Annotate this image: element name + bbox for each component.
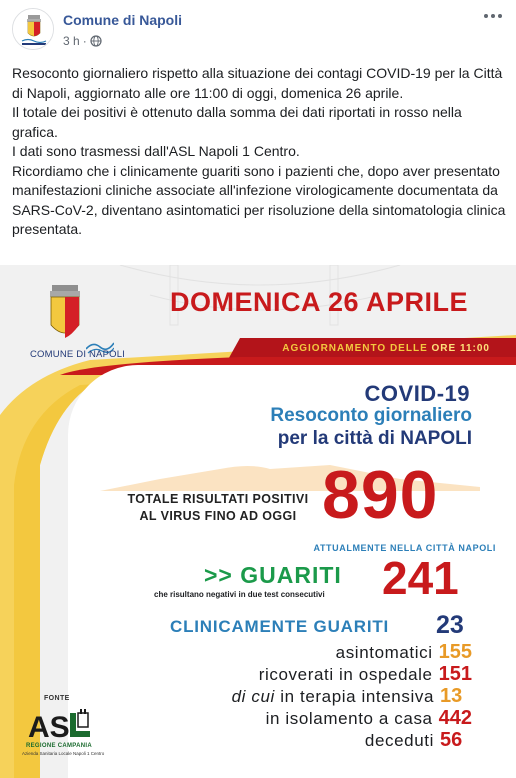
caption-line: Il totale dei positivi è ottenuto dalla somma dei dati riportati in rosso nella grafica. — [12, 104, 462, 140]
breakdown-row — [132, 663, 472, 685]
caption-line: Resoconto giornaliero rispetto alla situazione dei contagi COVID-19 per la Città di Napoli, aggiornato alle ore 11:00 di oggi, domenica 26 aprile. — [12, 65, 503, 101]
date-weekday: DOMENICA — [170, 287, 320, 317]
comune-crest-icon — [44, 285, 86, 347]
total-label-line: AL VIRUS FINO AD OGGI — [139, 509, 297, 523]
recovered-note: che risultano negativi in due test consecutivi — [154, 590, 325, 599]
city-prefix: per la città di — [277, 428, 395, 449]
caption-line: I dati sono trasmessi dall'ASL Napoli 1 Centro. — [12, 143, 300, 159]
city-name: NAPOLI — [400, 428, 472, 449]
current-status-label: ATTUALMENTE NELLA CITTÀ NAPOLI — [313, 543, 496, 553]
clinically-recovered-value: 23 — [436, 611, 464, 639]
page-avatar[interactable] — [12, 8, 54, 50]
globe-icon[interactable] — [90, 35, 102, 47]
breakdown-label: deceduti — [364, 731, 434, 750]
breakdown-label: asintomatici — [335, 643, 433, 662]
total-label-line: TOTALE RISULTATI POSITIVI — [127, 492, 309, 506]
page-name-link[interactable]: Comune di Napoli — [63, 12, 182, 28]
comune-logo-text: COMUNE DI NAPOLI — [30, 349, 126, 360]
more-horizontal-icon — [484, 14, 488, 18]
comune-crest-icon — [13, 9, 54, 50]
breakdown-label — [232, 687, 434, 707]
date-value: 26 APRILE — [328, 287, 469, 317]
breakdown-row — [132, 729, 472, 751]
update-time: ORE 11:00 — [431, 343, 490, 354]
recovered-value: 241 — [382, 552, 459, 604]
asl-region-text: REGIONE CAMPANIA — [26, 743, 93, 749]
asl-logo-icon — [28, 707, 92, 741]
caption-line: Ricordiamo che i clinicamente guariti sono i pazienti che, dopo aver presentato manifestazioni cliniche associate all'infezione virologicamente documentata da SARS-CoV-2, diventano asintomatici per risoluzione della sintomatologia clinica presentata. — [12, 162, 506, 237]
breakdown-value: 442 — [438, 707, 472, 729]
breakdown-value: 56 — [440, 729, 463, 751]
post-time[interactable]: 3 h — [63, 34, 80, 48]
date-title — [170, 287, 468, 318]
meta-separator: · — [82, 34, 87, 48]
svg-text:AS: AS — [28, 711, 70, 741]
update-label — [282, 343, 490, 354]
breakdown-label-italic: di cui — [231, 687, 275, 706]
breakdown-label: ricoverati in ospedale — [258, 665, 433, 684]
post-image-infographic[interactable] — [0, 265, 516, 778]
asl-name-text: Azienda Sanitaria Locale Napoli 1 Centro — [22, 751, 105, 756]
case-breakdown-list — [132, 641, 472, 751]
more-options-button[interactable] — [480, 6, 506, 26]
city-subtitle — [278, 428, 472, 450]
breakdown-row — [132, 707, 472, 729]
covid-title: COVID-19 — [364, 381, 470, 406]
recovered-label: >> GUARITI — [204, 562, 342, 588]
post-meta — [63, 34, 102, 48]
breakdown-row — [132, 685, 472, 707]
breakdown-row — [132, 641, 472, 663]
breakdown-value: 151 — [438, 663, 472, 685]
breakdown-label: in isolamento a casa — [265, 709, 433, 728]
update-prefix: AGGIORNAMENTO DELLE — [282, 343, 428, 354]
source-label: FONTE — [44, 695, 70, 702]
breakdown-value: 155 — [438, 641, 472, 663]
report-subtitle: Resoconto giornaliero — [270, 405, 472, 426]
post-caption — [12, 64, 506, 240]
total-positive-value: 890 — [322, 457, 439, 533]
total-positive-label — [120, 491, 316, 525]
breakdown-value: 13 — [440, 685, 463, 707]
clinically-recovered-label: CLINICAMENTE GUARITI — [170, 617, 390, 636]
post-header — [0, 0, 516, 62]
breakdown-label-rest: in terapia intensiva — [274, 687, 434, 706]
